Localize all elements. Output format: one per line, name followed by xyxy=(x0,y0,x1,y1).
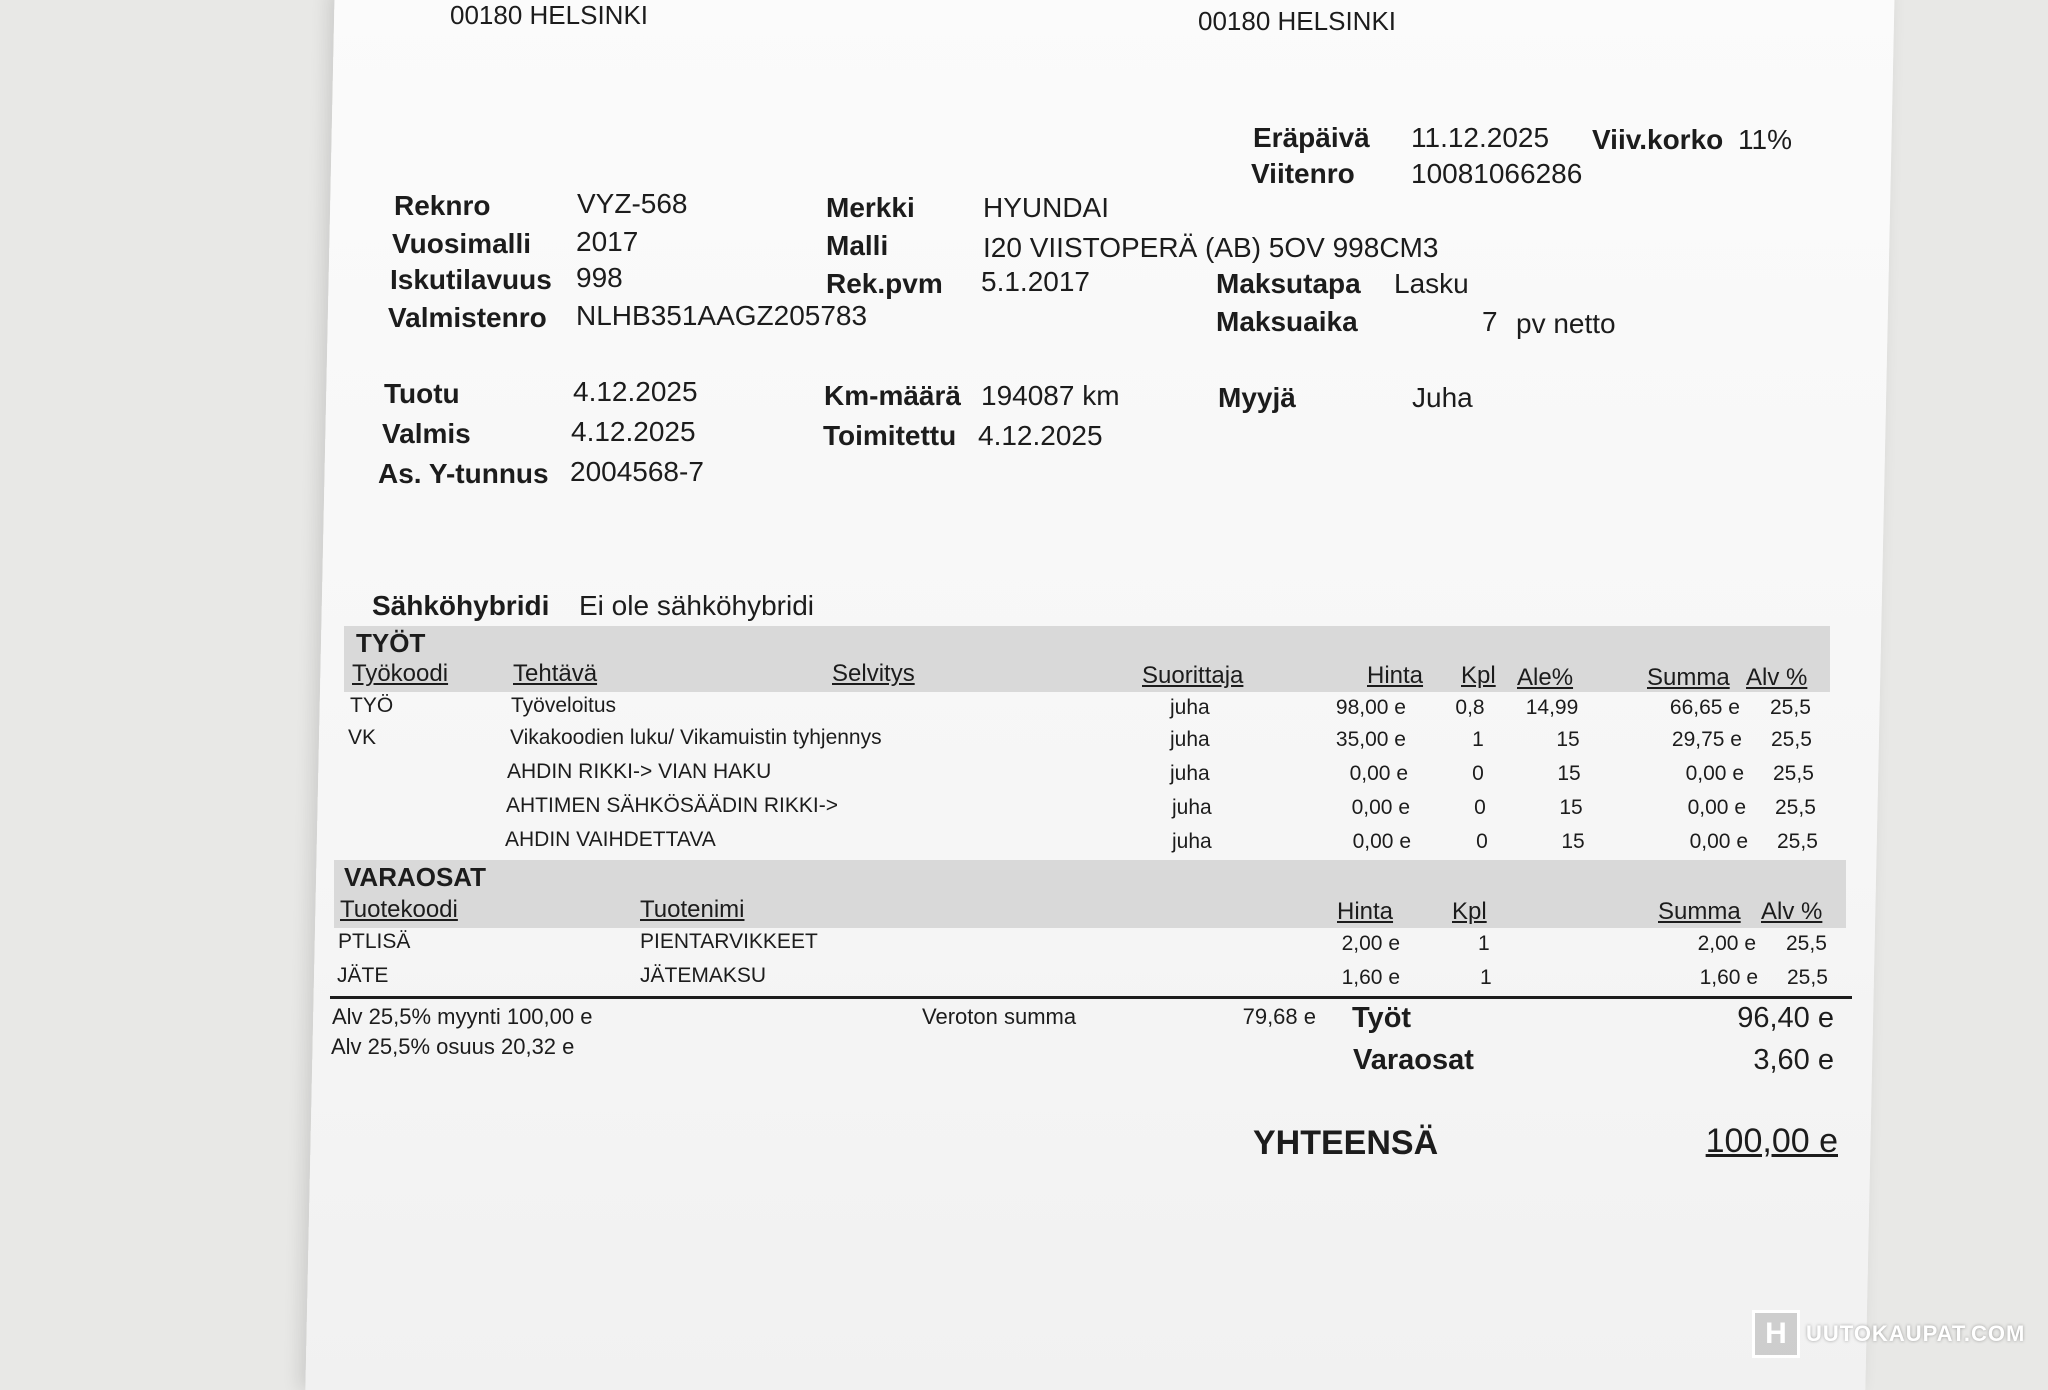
work-row-by: juha xyxy=(1170,762,1210,785)
work-row-sum: 66,65 e xyxy=(1669,696,1740,719)
km-label: Km-määrä xyxy=(824,380,961,411)
work-row-by: juha xyxy=(1172,830,1212,853)
work-row-discount: 14,99 xyxy=(1525,696,1579,719)
parts-total-label: Varaosat xyxy=(1353,1044,1474,1076)
parts-row-price: 2,00 e xyxy=(1341,932,1400,955)
parts-total-value: 3,60 e xyxy=(1753,1044,1834,1076)
work-row-qty: 1 xyxy=(1472,728,1484,751)
parts-row-qty: 1 xyxy=(1478,932,1490,955)
totals-divider xyxy=(330,996,1852,999)
payment-time-unit: pv netto xyxy=(1516,308,1616,339)
parts-row-name: PIENTARVIKKEET xyxy=(640,930,818,953)
parts-col-vat: Alv % xyxy=(1761,898,1823,925)
year-label: Vuosimalli xyxy=(392,228,532,259)
work-row-task: AHDIN VAIHDETTAVA xyxy=(505,828,716,851)
work-row-by: juha xyxy=(1170,696,1210,719)
work-row-qty: 0 xyxy=(1476,830,1488,853)
parts-col-price: Hinta xyxy=(1337,898,1394,925)
model-value: I20 VIISTOPERÄ (AB) 5OV 998CM3 xyxy=(983,232,1439,263)
interest-label: Viiv.korko xyxy=(1592,124,1724,155)
work-row-task: Vikakoodien luku/ Vikamuistin tyhjennys xyxy=(510,726,882,749)
parts-row-qty: 1 xyxy=(1480,966,1492,989)
parts-col-code: Tuotekoodi xyxy=(340,896,458,923)
reg-value: VYZ-568 xyxy=(577,188,688,219)
hybrid-value: Ei ole sähköhybridi xyxy=(579,590,815,621)
work-row-discount: 15 xyxy=(1561,830,1585,853)
hybrid-label: Sähköhybridi xyxy=(372,590,550,621)
vat-sales: Alv 25,5% myynti 100,00 e xyxy=(332,1004,593,1029)
work-row-discount: 15 xyxy=(1556,728,1580,751)
regdate-label: Rek.pvm xyxy=(826,268,943,299)
vin-value: NLHB351AAGZ205783 xyxy=(576,300,868,331)
work-row-task: AHDIN RIKKI-> VIAN HAKU xyxy=(507,760,772,783)
grand-total-value: 100,00 e xyxy=(1705,1122,1838,1160)
km-value: 194087 km xyxy=(981,380,1120,411)
parts-header-band xyxy=(334,860,1846,928)
work-row-by: juha xyxy=(1170,728,1210,751)
ready-label: Valmis xyxy=(382,418,471,449)
reg-label: Reknro xyxy=(394,190,491,221)
work-row-qty: 0 xyxy=(1474,796,1486,819)
received-value: 4.12.2025 xyxy=(573,376,698,407)
displacement-label: Iskutilavuus xyxy=(390,264,552,295)
work-col-vat: Alv % xyxy=(1746,664,1808,691)
work-row-sum: 0,00 e xyxy=(1685,762,1744,785)
parts-row-vat: 25,5 xyxy=(1787,966,1828,989)
work-row-discount: 15 xyxy=(1559,796,1583,819)
work-row-price: 0,00 e xyxy=(1349,762,1408,785)
ytunnus-label: As. Y-tunnus xyxy=(378,458,549,489)
watermark-text: UUTOKAUPAT.COM xyxy=(1806,1321,2026,1346)
interest-value: 11% xyxy=(1738,124,1792,155)
right-address-city: 00180 HELSINKI xyxy=(1198,6,1397,36)
work-row-price: 0,00 e xyxy=(1351,796,1410,819)
work-col-discount: Ale% xyxy=(1517,664,1574,691)
watermark-logo-icon: H xyxy=(1752,1310,1800,1358)
work-row-vat: 25,5 xyxy=(1773,762,1814,785)
work-row-vat: 25,5 xyxy=(1771,728,1812,751)
parts-col-sum: Summa xyxy=(1658,898,1741,925)
parts-col-name: Tuotenimi xyxy=(640,896,745,923)
parts-row-price: 1,60 e xyxy=(1341,966,1400,989)
delivered-value: 4.12.2025 xyxy=(978,420,1103,451)
make-label: Merkki xyxy=(826,192,915,223)
model-label: Malli xyxy=(826,230,889,261)
work-row-vat: 25,5 xyxy=(1777,830,1818,853)
seller-label: Myyjä xyxy=(1218,382,1296,413)
work-row-vat: 25,5 xyxy=(1775,796,1816,819)
work-col-code: Työkoodi xyxy=(352,660,449,687)
payment-method-label: Maksutapa xyxy=(1216,268,1361,299)
work-row-price: 35,00 e xyxy=(1335,728,1406,751)
year-value: 2017 xyxy=(576,226,639,257)
work-total-value: 96,40 e xyxy=(1737,1002,1834,1034)
work-row-price: 98,00 e xyxy=(1335,696,1406,719)
payment-time-label: Maksuaika xyxy=(1216,306,1358,337)
work-col-sum: Summa xyxy=(1647,664,1730,691)
work-row-qty: 0,8 xyxy=(1455,696,1485,719)
work-row-vat: 25,5 xyxy=(1770,696,1811,719)
work-row-code: VK xyxy=(348,726,377,749)
ready-value: 4.12.2025 xyxy=(571,416,696,447)
work-row-task: Työveloitus xyxy=(511,694,617,717)
work-col-by: Suorittaja xyxy=(1142,662,1244,689)
due-date-value: 11.12.2025 xyxy=(1411,122,1550,153)
displacement-value: 998 xyxy=(576,262,623,293)
net-sum-label: Veroton summa xyxy=(922,1004,1077,1029)
reference-label: Viitenro xyxy=(1251,158,1355,189)
work-col-task: Tehtävä xyxy=(513,660,598,687)
work-row-qty: 0 xyxy=(1472,762,1484,785)
received-label: Tuotu xyxy=(384,378,460,409)
parts-row-sum: 2,00 e xyxy=(1697,932,1756,955)
payment-time-value: 7 xyxy=(1482,306,1498,337)
work-col-qty: Kpl xyxy=(1461,662,1496,689)
work-row-discount: 15 xyxy=(1557,762,1581,785)
net-sum-value: 79,68 e xyxy=(1242,1004,1316,1029)
work-section-title: TYÖT xyxy=(356,628,426,658)
payment-method-value: Lasku xyxy=(1394,268,1469,299)
ytunnus-value: 2004568-7 xyxy=(570,456,704,487)
vat-share: Alv 25,5% osuus 20,32 e xyxy=(331,1034,575,1059)
reference-value: 10081066286 xyxy=(1411,158,1583,189)
parts-section-title: VARAOSAT xyxy=(344,862,487,892)
parts-row-vat: 25,5 xyxy=(1786,932,1827,955)
work-total-label: Työt xyxy=(1352,1002,1412,1034)
work-col-desc: Selvitys xyxy=(832,660,915,687)
parts-row-code: PTLISÄ xyxy=(338,930,411,953)
parts-row-sum: 1,60 e xyxy=(1699,966,1758,989)
parts-row-name: JÄTEMAKSU xyxy=(640,964,767,987)
left-address-city: 00180 HELSINKI xyxy=(450,0,649,30)
regdate-value: 5.1.2017 xyxy=(981,266,1090,297)
work-col-price: Hinta xyxy=(1367,662,1424,689)
parts-row-code: JÄTE xyxy=(337,964,389,987)
work-row-sum: 0,00 e xyxy=(1689,830,1748,853)
work-row-sum: 29,75 e xyxy=(1671,728,1742,751)
grand-total-label: YHTEENSÄ xyxy=(1253,1124,1439,1162)
work-row-task: AHTIMEN SÄHKÖSÄÄDIN RIKKI-> xyxy=(506,794,838,817)
work-row-by: juha xyxy=(1172,796,1212,819)
work-row-sum: 0,00 e xyxy=(1687,796,1746,819)
parts-col-qty: Kpl xyxy=(1452,898,1487,925)
seller-value: Juha xyxy=(1412,382,1473,413)
delivered-label: Toimitettu xyxy=(823,420,957,451)
due-date-label: Eräpäivä xyxy=(1253,122,1370,153)
site-watermark xyxy=(1752,1310,2025,1358)
vin-label: Valmistenro xyxy=(388,302,547,333)
work-row-price: 0,00 e xyxy=(1352,830,1411,853)
work-row-code: TYÖ xyxy=(350,694,394,717)
make-value: HYUNDAI xyxy=(983,192,1110,223)
